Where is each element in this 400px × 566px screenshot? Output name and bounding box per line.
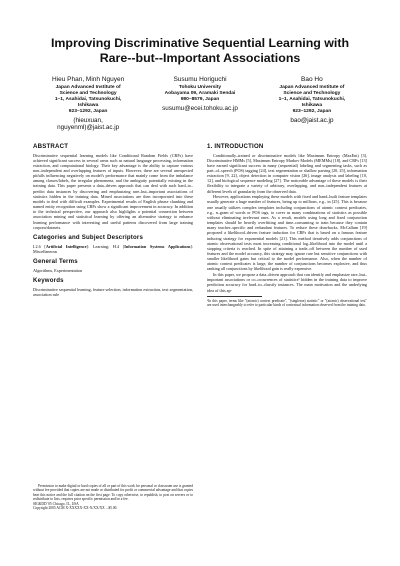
- keywords-text: Discriminative sequential learning, feature selection, information extraction, text segmentation, association rule: [33, 287, 193, 298]
- email-line: bao@jaist.ac.jp: [290, 116, 334, 124]
- abstract-text: Discriminative sequential learning models like Conditional Random Fields (CRFs) have achieved significant success in several areas such as natural language processing, information extraction, and computational biology. Their key advantage is the ability to capture various non–independent and overlapping features of inputs. However, there are several unexpected pitfalls influencing negatively on model's performance that mainly come from the imbalance among classes/labels, the irregular phenomena, and the ambiguity potentially existing in the training data. This paper presents a data–driven approach that can deal with such hard–to–predict data instances by discovering and emphasizing rare–but–important associations of statistics hidden in the training data. Mined associations are then incorporated into these models to deal with difficult examples. Experimental results of English phrase chunking and named entity recognition using CRFs show a significant improvement in accuracy. In addition to the technical perspective, our approach also highlights a potential connection between association mining and statistical learning by offering an alternative strategy to enhance learning performance with interesting and useful patterns discovered from large training corpora/datasets.: [33, 152, 193, 230]
- author-email: [145, 105, 255, 113]
- author-2: [145, 76, 255, 132]
- terms-heading: General Terms: [33, 258, 78, 266]
- affiliation-line: Japan Advanced Institute of: [279, 85, 345, 90]
- author-3: [257, 76, 367, 132]
- conference-line: SIGKDD '05 Chicago, IL, USA: [33, 501, 79, 506]
- copyright-notice: [33, 484, 193, 510]
- introduction-heading: 1. INTRODUCTION: [207, 142, 264, 150]
- categories-code: I.2.6 [: [33, 243, 46, 249]
- title-line-2: Rare--but--Important Associations: [99, 51, 301, 65]
- author-name: Susumu Horiguchi: [173, 76, 227, 83]
- email-line: (hieuxuan,: [73, 116, 103, 124]
- affiliation-line: 923–1292, Japan: [68, 109, 108, 114]
- affiliation-line: Ishikawa: [301, 103, 323, 108]
- affiliation-line: Science and Technology: [283, 91, 341, 96]
- title-line-1: Improving Discriminative Sequential Learning with: [50, 36, 350, 50]
- affiliation-line: Tohoku University: [178, 85, 222, 90]
- categories-text: [33, 244, 193, 254]
- intro-paragraph: However, applications employing these models with fixed and hand–built feature templates usually generate a huge number of features, being up to millions, e.g., in [25]. This is because one usually utilizes complex templates including conjunctions of atomic context predicates, e.g., n–gram of words or POS tags, to cover as many combinations of statistics as possible without eliminating irrelevant ones. As a result, models using long and fixed conjunction templates should be heavily overfitting and time–consuming to train because they contain many teacher–specific and redundant features. To reduce these drawbacks, McCallum [19] proposed a likelihood–driven feature induction for CRFs that is based on a famous feature inducing strategy for exponential models [21]. This method iteratively adds conjunctions of atomic observational tests most increasing conditional log–likelihood into the model until a stopping criteria is reached. In spite of attaining a trade–off between the number of used features and the model accuracy, this strategy may ignore rare but sensitive conjunctions with smaller likelihood gains but critical to the model performance. Also, when the number of atomic context predicates is large, the number of conjunctions becomes explosive, and thus ranking all conjunctions by likelihood gain is really expensive.: [207, 194, 367, 272]
- author-affiliation: [145, 85, 255, 103]
- affiliation-line: 1–1, Asahidai, Tatsunokuchi,: [54, 97, 122, 102]
- abstract-heading: ABSTRACT: [33, 142, 69, 150]
- footnote-divider: [207, 296, 262, 297]
- categories-heading: Categories and Subject Descriptors: [33, 233, 144, 241]
- permission-text: Permission to make digital or hard copies of all or part of this work for personal or classroom use is granted without fee provided that copies are not made or distributed for profit or commercial advantage and that copies bear this notice and the full citation on the first page. To copy otherwise, to republish, to post on servers or to redistribute to lists, requires prior specific permission and/or a fee.: [33, 484, 193, 502]
- intro-paragraph: Conditionally–trained or discriminative models like Maximum Entropy (MaxEnt) [3], Discriminative HMMs [5], Maximum Entropy Markov Models (MEMMs) [18], and CRFs [13] have earned significant success in many (sequential) labeling and segmenting tasks, such as part–of–speech (POS) tagging [24], text segmentation or shallow parsing [20, 25], information extraction [9, 22], object detection in computer vision [26], image analysis and labeling [10, 12], and biological sequence modeling [27]. The noticeable advantage of these models is their flexibility to integrate a variety of arbitrary, overlapping, and non–independent features at different levels of granularity from the observed data.: [207, 152, 367, 194]
- author-email: [257, 117, 367, 125]
- affiliation-line: 923–1292, Japan: [292, 109, 332, 114]
- email-line: nguyenml)@jaist.ac.jp: [57, 124, 120, 131]
- email-line: susumu@ecei.tohoku.ac.jp: [162, 104, 238, 112]
- left-column: [33, 143, 193, 308]
- affiliation-line: Japan Advanced Institute of: [55, 85, 121, 90]
- author-affiliation: [257, 85, 367, 115]
- keywords-heading: Keywords: [33, 277, 64, 285]
- author-name: Hieu Phan, Minh Nguyen: [51, 76, 125, 83]
- paper-title: [33, 36, 367, 66]
- category-name: Information Systems Applications: [124, 243, 191, 249]
- intro-paragraph: In this paper, we propose a data–driven approach that can identify and emphasize rare–but–important associations or co–occurrences of statistics¹ hidden in the training data to improve prediction accuracy for hard–to–classify instances. The main motivation and the underlying idea of this ap-: [207, 272, 367, 293]
- footnote: ¹In this paper, terms like "(atomic) context predicate", "(singleton) statistic" or "(atomic) observational test" are used interchangeably to refer to particular kinds of contextual information observed from the training data.: [207, 298, 367, 308]
- body-columns: [33, 143, 367, 308]
- categories-code: ]: Miscellaneous: [33, 243, 193, 254]
- affiliation-line: 1–1, Asahidai, Tatsunokuchi,: [278, 97, 346, 102]
- author-affiliation: [33, 85, 143, 115]
- categories-code: ]: Learning; H.4 [: [86, 243, 125, 249]
- author-1: [33, 76, 143, 132]
- author-name: Bao Ho: [301, 76, 323, 83]
- affiliation-line: Aobayama 09, Aramaki Sendai: [164, 91, 236, 96]
- right-column: [207, 143, 367, 308]
- author-email: [33, 117, 143, 132]
- affiliation-line: 980–8579, Japan: [180, 97, 220, 102]
- copyright-line: Copyright 2005 ACM X-XXXXX-XX-X/XX/XX ...$5.00.: [33, 506, 118, 511]
- affiliation-line: Science and Technology: [59, 91, 117, 96]
- author-block: [33, 76, 367, 132]
- category-name: Artificial Intelligence: [45, 243, 87, 249]
- affiliation-line: Ishikawa: [77, 103, 99, 108]
- terms-text: Algorithms, Experimentation: [33, 268, 83, 274]
